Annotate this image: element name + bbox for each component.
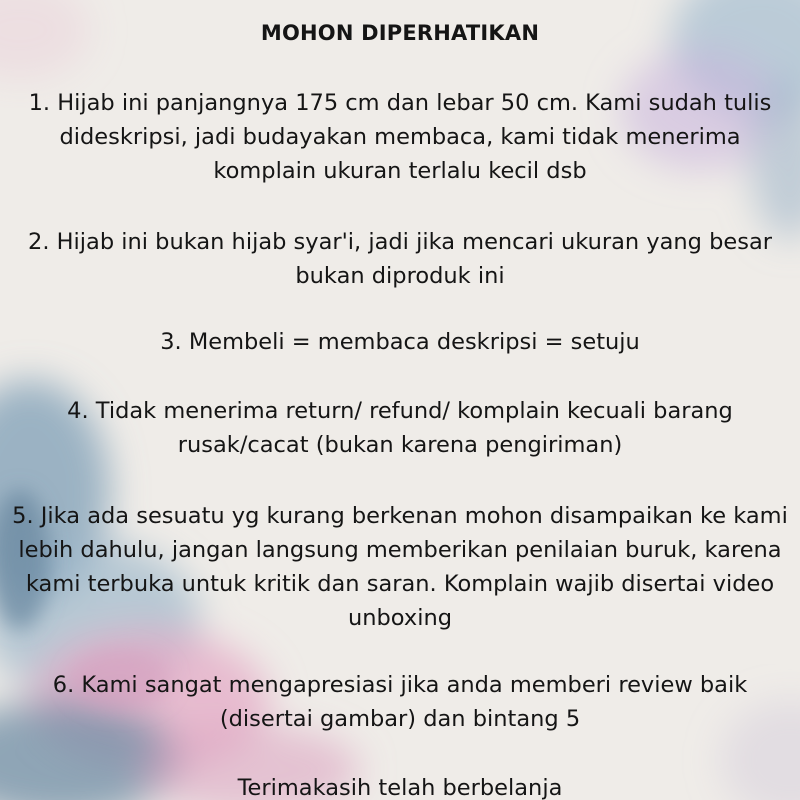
closing-message: Terimakasih telah berbelanja <box>237 775 563 800</box>
notice-item-5: 5. Jika ada sesuatu yg kurang berkenan mohon disampaikan ke kami lebih dahulu, jangan langsung memberikan penilaian buruk, karena kami terbuka untuk kritik dan saran. Komplain wajib disertai video unboxing <box>12 503 788 631</box>
notice-item-3: 3. Membeli = membaca deskripsi = setuju <box>160 329 640 355</box>
notice-item-6: 6. Kami sangat mengapresiasi jika anda memberi review baik (disertai gambar) dan bintang 5 <box>52 672 748 732</box>
notice-title: MOHON DIPERHATIKAN <box>260 21 540 45</box>
notice-item-1: 1. Hijab ini panjangnya 175 cm dan lebar 50 cm. Kami sudah tulis dideskripsi, jadi budayakan membaca, kami tidak menerima komplain ukuran terlalu kecil dsb <box>28 90 772 184</box>
notice-item-4: 4. Tidak menerima return/ refund/ komplain kecuali barang rusak/cacat (bukan karena pengiriman) <box>67 398 733 458</box>
notice-item-2: 2. Hijab ini bukan hijab syar'i, jadi jika mencari ukuran yang besar bukan diproduk ini <box>28 229 772 289</box>
